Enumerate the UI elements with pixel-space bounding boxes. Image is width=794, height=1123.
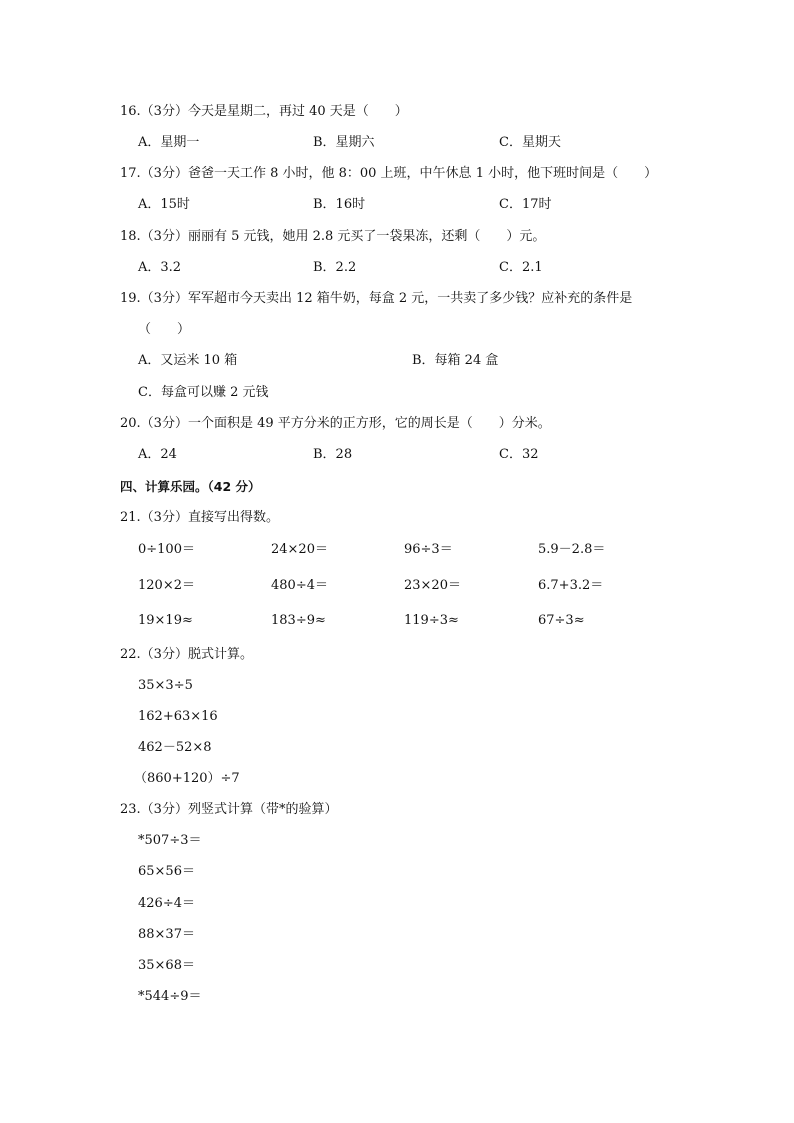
question-19-stem: 19.（3分）军军超市今天卖出 12 箱牛奶，每盒 2 元，一共卖了多少钱？应补充的条件是	[120, 291, 633, 306]
q21-item: 23×20＝	[404, 578, 461, 593]
question-18-option-b[interactable]: B．2.2	[313, 260, 357, 275]
question-20-option-a[interactable]: A．24	[138, 447, 177, 462]
question-17-option-a[interactable]: A．15时	[138, 197, 190, 212]
question-22-stem: 22.（3分）脱式计算。	[120, 647, 253, 662]
q23-item: *544÷9＝	[138, 989, 202, 1004]
question-17-option-c[interactable]: C．17时	[499, 197, 552, 212]
q21-item: 6.7+3.2＝	[538, 578, 604, 593]
q23-item: 426÷4＝	[138, 896, 195, 911]
q21-item: 0÷100＝	[138, 542, 195, 557]
q21-item: 96÷3＝	[404, 542, 453, 557]
question-19-stem-continued: （ ）	[138, 322, 191, 337]
q23-item: 88×37＝	[138, 927, 195, 942]
q22-item: 462－52×8	[138, 740, 212, 755]
question-17-option-b[interactable]: B．16时	[313, 197, 366, 212]
question-21-stem: 21.（3分）直接写出得数。	[120, 510, 279, 525]
q21-item: 24×20＝	[271, 542, 328, 557]
question-18-option-a[interactable]: A．3.2	[138, 260, 182, 275]
q21-item: 183÷9≈	[271, 613, 326, 628]
question-16-option-b[interactable]: B．星期六	[313, 135, 375, 150]
question-19-option-b[interactable]: B．每箱 24 盒	[412, 353, 499, 368]
q21-item: 119÷3≈	[404, 613, 459, 628]
question-16-option-c[interactable]: C．星期天	[499, 135, 561, 150]
q21-item: 19×19≈	[138, 613, 193, 628]
question-20-stem: 20.（3分）一个面积是 49 平方分米的正方形，它的周长是（ ）分米。	[120, 416, 551, 431]
question-17-stem: 17.（3分）爸爸一天工作 8 小时，他 8：00 上班，中午休息 1 小时，他下班时间是（ ）	[120, 166, 658, 181]
question-16-stem: 16.（3分）今天是星期二，再过 40 天是（ ）	[120, 104, 408, 119]
q21-item: 480÷4＝	[271, 578, 328, 593]
q22-item: 35×3÷5	[138, 678, 193, 693]
q21-item: 67÷3≈	[538, 613, 585, 628]
question-19-option-a[interactable]: A．又运米 10 箱	[138, 353, 238, 368]
q23-item: 35×68＝	[138, 958, 195, 973]
q21-item: 120×2＝	[138, 578, 195, 593]
q23-item: 65×56＝	[138, 864, 195, 879]
question-18-option-c[interactable]: C．2.1	[499, 260, 543, 275]
question-20-option-b[interactable]: B．28	[313, 447, 353, 462]
question-20-option-c[interactable]: C．32	[499, 447, 539, 462]
q23-item: *507÷3＝	[138, 833, 202, 848]
q21-item: 5.9－2.8＝	[538, 542, 606, 557]
q22-item: （860+120）÷7	[134, 771, 240, 786]
question-18-stem: 18.（3分）丽丽有 5 元钱，她用 2.8 元买了一袋果冻，还剩（ ）元。	[120, 229, 546, 244]
section-4-heading: 四、计算乐园。（42 分）	[120, 479, 261, 494]
q22-item: 162+63×16	[138, 709, 218, 724]
question-23-stem: 23.（3分）列竖式计算（带*的验算）	[120, 802, 338, 817]
question-19-option-c[interactable]: C．每盒可以赚 2 元钱	[138, 385, 269, 400]
question-16-option-a[interactable]: A．星期一	[138, 135, 200, 150]
